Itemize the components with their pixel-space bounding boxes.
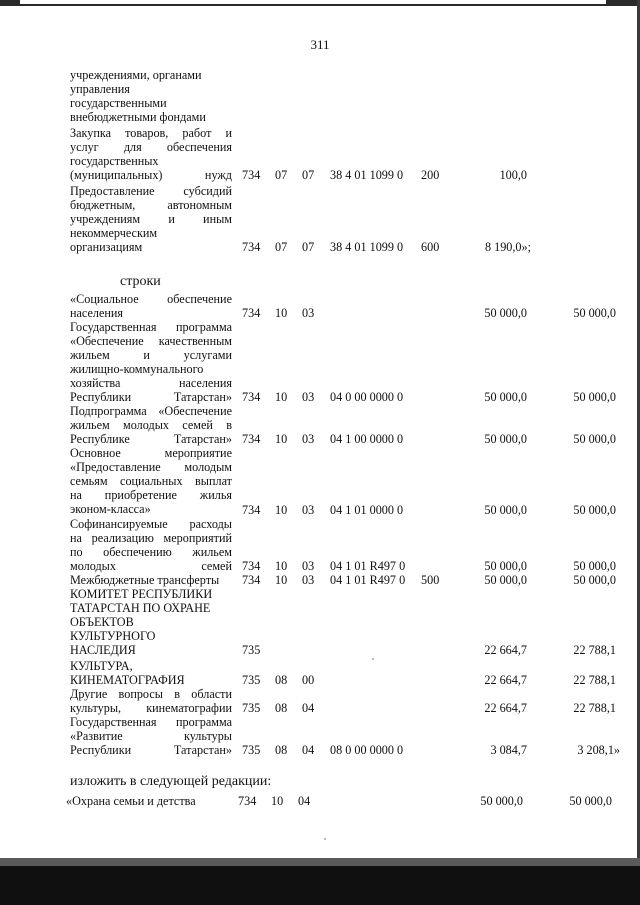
amount-year-2: 50 000,0 xyxy=(573,390,616,404)
expense-type-code: 200 xyxy=(421,168,440,182)
ministry-code: 734 xyxy=(242,240,261,254)
scan-speck xyxy=(372,658,374,660)
subsection-code: 03 xyxy=(302,390,315,404)
amount-year-1: 50 000,0 xyxy=(484,503,527,517)
row-description: Софинансируемые расходы на реализацию мероприятий по обеспечению жильем молодых семей xyxy=(70,517,232,573)
amount-year-2: 22 788,1 xyxy=(573,673,616,687)
ministry-code: 734 xyxy=(242,559,261,573)
target-article-code: 04 1 01 R497 0 xyxy=(330,573,406,587)
section-code: 10 xyxy=(275,432,288,446)
ministry-code: 734 xyxy=(242,168,261,182)
target-article-code: 04 1 01 0000 0 xyxy=(330,503,404,517)
scan-edge-top-gap xyxy=(20,0,606,4)
ministry-code: 734 xyxy=(238,794,257,808)
section-code: 07 xyxy=(275,240,288,254)
target-article-code: 04 0 00 0000 0 xyxy=(330,390,404,404)
amount-year-2: 50 000,0 xyxy=(573,432,616,446)
amount-year-2: 50 000,0 xyxy=(573,559,616,573)
ministry-code: 735 xyxy=(242,673,261,687)
scan-edge-bottom xyxy=(0,866,640,905)
amount-year-1: 50 000,0 xyxy=(484,306,527,320)
amount-year-1: 50 000,0 xyxy=(484,573,527,587)
section-code: 10 xyxy=(275,573,288,587)
row-description: учреждениями, органами управления государственными внебюджетными фондами xyxy=(70,68,206,124)
row-description: Межбюджетные трансферты xyxy=(70,573,220,587)
section-code: 10 xyxy=(275,390,288,404)
subsection-code: 03 xyxy=(302,503,315,517)
section-code: 10 xyxy=(275,306,288,320)
section-code: 07 xyxy=(275,168,288,182)
ministry-code: 734 xyxy=(242,390,261,404)
subsection-code: 07 xyxy=(302,240,315,254)
amount-year-2: 50 000,0 xyxy=(573,573,616,587)
ministry-code: 734 xyxy=(242,432,261,446)
amount-year-1: 100,0 xyxy=(499,168,527,182)
ministry-code: 735 xyxy=(242,643,261,657)
target-article-code: 04 1 00 0000 0 xyxy=(330,432,404,446)
target-article-code: 38 4 01 1099 0 xyxy=(330,168,404,182)
section-code: 08 xyxy=(275,743,288,757)
row-description: Государственная программа «Обеспечение качественным жильем и услугами жилищно-коммунального хозяйства населения Республики Татарстан» xyxy=(70,320,232,404)
row-description: «Охрана семьи и детства xyxy=(66,794,196,808)
subsection-code: 03 xyxy=(302,306,315,320)
row-description: Государственная программа «Развитие культуры Республики Татарстан» xyxy=(70,715,232,757)
row-description: Предоставление субсидий бюджетным, автономным учреждениям и иным некоммерческим организациям xyxy=(70,184,232,254)
ministry-code: 734 xyxy=(242,573,261,587)
subsection-code: 03 xyxy=(302,432,315,446)
amount-year-1: 50 000,0 xyxy=(484,432,527,446)
ministry-code: 735 xyxy=(242,743,261,757)
amount-year-1: 50 000,0 xyxy=(484,559,527,573)
amount-year-1: 3 084,7 xyxy=(490,743,527,757)
row-description: «Социальное обеспечение населения xyxy=(70,292,232,320)
row-description: Другие вопросы в области культуры, кинематографии xyxy=(70,687,232,715)
row-description: КУЛЬТУРА, КИНЕМАТОГРАФИЯ xyxy=(70,659,185,687)
ministry-code: 734 xyxy=(242,306,261,320)
section-label-lines: строки xyxy=(120,274,161,289)
subsection-code: 00 xyxy=(302,673,315,687)
row-description: Подпрограмма «Обеспечение жильем молодых семей в Республике Татарстан» xyxy=(70,404,232,446)
section-code: 08 xyxy=(275,701,288,715)
target-article-code: 04 1 01 R497 0 xyxy=(330,559,406,573)
amount-year-1: 50 000,0 xyxy=(484,390,527,404)
amount-year-2: 3 208,1» xyxy=(577,743,620,757)
amount-year-2: 22 788,1 xyxy=(573,701,616,715)
subsection-code: 03 xyxy=(302,559,315,573)
row-description: Основное мероприятие «Предоставление молодым семьям социальных выплат на приобретение жилья эконом-класса» xyxy=(70,446,232,516)
section-label-new-edition: изложить в следующей редакции: xyxy=(70,774,272,789)
scan-speck xyxy=(324,838,326,840)
section-code: 10 xyxy=(275,559,288,573)
amount-year-1: 22 664,7 xyxy=(484,701,527,715)
amount-year-2: 50 000,0 xyxy=(573,306,616,320)
amount-year-2: 50 000,0 xyxy=(569,794,612,808)
section-code: 08 xyxy=(275,673,288,687)
ministry-code: 734 xyxy=(242,503,261,517)
amount-year-1: 50 000,0 xyxy=(480,794,523,808)
row-description: Закупка товаров, работ и услуг для обеспечения государственных (муниципальных) нужд xyxy=(70,126,232,182)
ministry-code: 735 xyxy=(242,701,261,715)
subsection-code: 07 xyxy=(302,168,315,182)
section-code: 10 xyxy=(275,503,288,517)
amount-year-1: 8 190,0»; xyxy=(484,240,531,254)
amount-year-1: 22 664,7 xyxy=(484,643,527,657)
expense-type-code: 600 xyxy=(421,240,440,254)
target-article-code: 38 4 01 1099 0 xyxy=(330,240,404,254)
section-code: 10 xyxy=(271,794,284,808)
expense-type-code: 500 xyxy=(421,573,440,587)
amount-year-2: 22 788,1 xyxy=(573,643,616,657)
subsection-code: 04 xyxy=(298,794,311,808)
amount-year-1: 22 664,7 xyxy=(484,673,527,687)
target-article-code: 08 0 00 0000 0 xyxy=(330,743,404,757)
subsection-code: 04 xyxy=(302,743,315,757)
subsection-code: 04 xyxy=(302,701,315,715)
subsection-code: 03 xyxy=(302,573,315,587)
amount-year-2: 50 000,0 xyxy=(573,503,616,517)
row-description: КОМИТЕТ РЕСПУБЛИКИ ТАТАРСТАН ПО ОХРАНЕ ОБЪЕКТОВ КУЛЬТУРНОГО НАСЛЕДИЯ xyxy=(70,587,213,657)
page-number: 311 xyxy=(310,37,330,52)
